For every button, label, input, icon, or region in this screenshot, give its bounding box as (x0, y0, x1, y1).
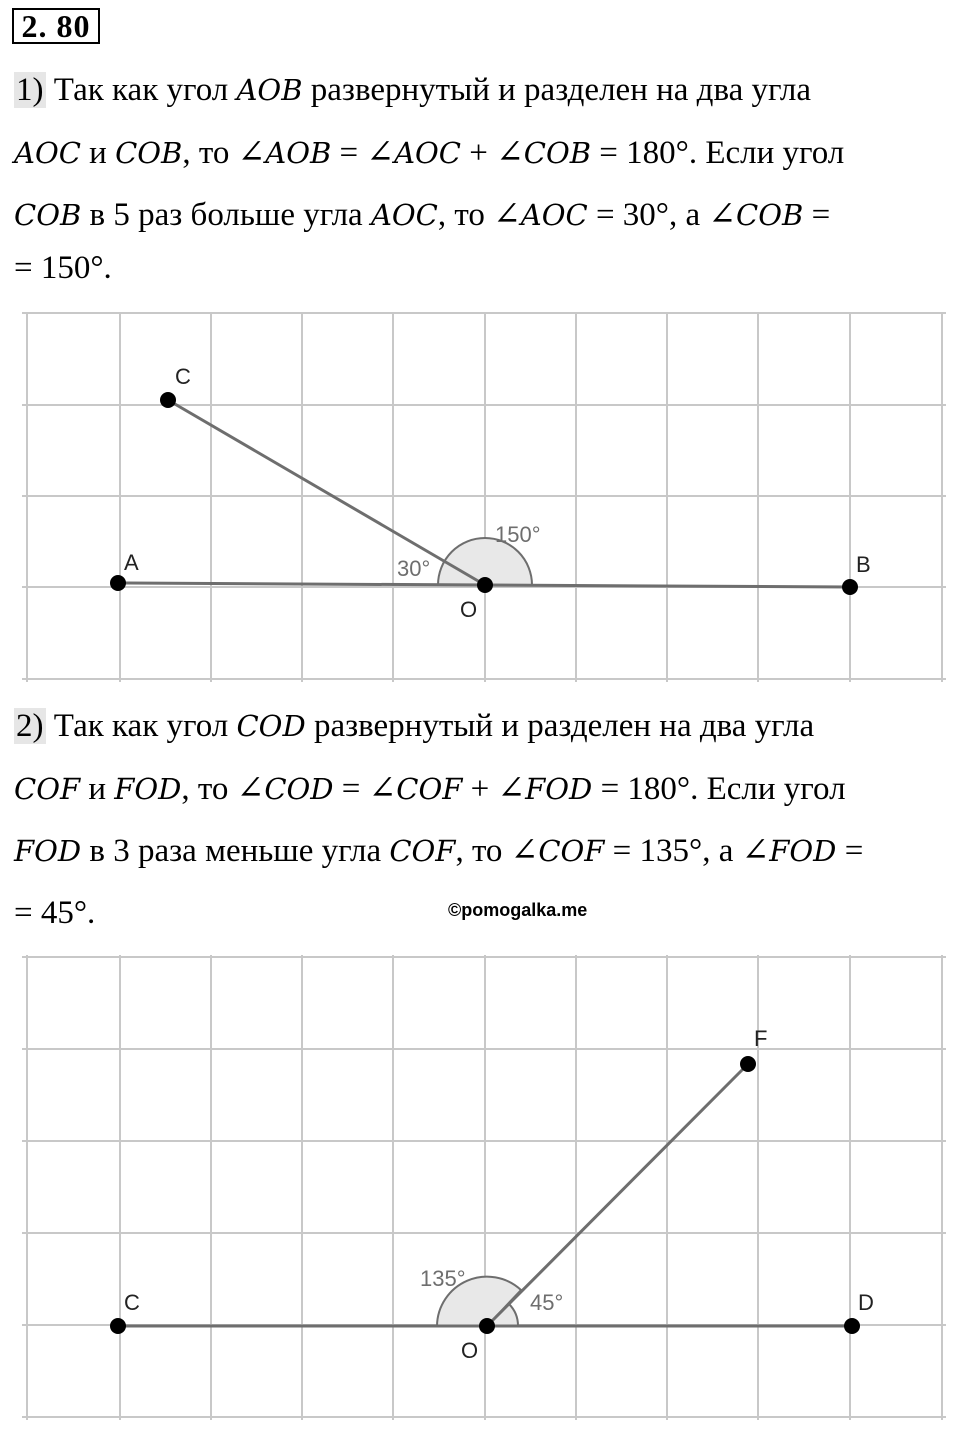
part1-line1: 1) Так как угол AOB развернутый и разделен на два угла (16, 72, 811, 108)
part1-line3: COB в 5 раз больше угла AOC, то ∠AOC = 30°, а ∠COB = (14, 197, 831, 233)
part2-line2: COF и FOD, то ∠COD = ∠COF + ∠FOD = 180°. Если угол (14, 771, 846, 807)
angle-label-45: 45° (530, 1290, 564, 1315)
label-D: D (858, 1290, 874, 1315)
part2-marker: 2) (16, 708, 44, 744)
point-F (740, 1056, 756, 1072)
watermark: ©pomogalka.me (448, 900, 588, 920)
figure2-grid (22, 955, 946, 1420)
label-F: F (754, 1026, 768, 1051)
point-C (160, 392, 176, 408)
figure2-diagram (0, 945, 960, 1435)
point-C2 (110, 1318, 126, 1334)
segment-OC (168, 400, 485, 585)
angle-label-150: 150° (495, 522, 541, 547)
part1-line4: = 150°. (14, 250, 112, 286)
segment-OF (487, 1064, 748, 1326)
point-O (477, 577, 493, 593)
problem-number: 2. 80 (12, 8, 100, 44)
point-B (842, 579, 858, 595)
part2-line3: FOD в 3 раза меньше угла COF, то ∠COF = 135°, а ∠FOD = (14, 833, 864, 869)
label-O2: O (461, 1338, 479, 1363)
label-O: O (460, 597, 478, 622)
point-O2 (479, 1318, 495, 1334)
part1-marker: 1) (16, 72, 44, 108)
label-B: B (856, 552, 871, 577)
point-A (110, 575, 126, 591)
angle-label-30: 30° (397, 556, 431, 581)
label-A: A (124, 550, 139, 575)
part2-line4: = 45°. (14, 895, 96, 931)
label-C2: C (124, 1290, 140, 1315)
angle-label-135: 135° (420, 1266, 466, 1291)
label-C: C (175, 364, 191, 389)
point-D (844, 1318, 860, 1334)
figure1-diagram (0, 300, 960, 690)
part2-line1: 2) Так как угол COD развернутый и разделен на два угла (16, 708, 815, 744)
figure1-grid (22, 312, 946, 682)
part1-line2: AOC и COB, то ∠AOB = ∠AOC + ∠COB = 180°. Если угол (14, 135, 845, 171)
